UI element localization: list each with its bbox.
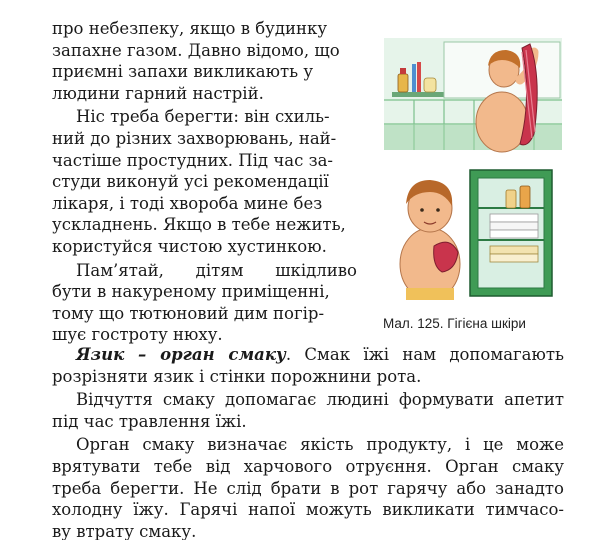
paragraph-taste-care: [52, 434, 564, 540]
text-line: розрізняти язик і стінки порожнини рота.: [52, 366, 422, 386]
text-line: [52, 344, 564, 366]
figure-caption: Мал. 125. Гігієна шкіри: [383, 316, 526, 331]
text-line: користуйся чистою хустинкою.: [52, 236, 327, 256]
text-line: треба берегти. Не слід брати в рот гарячу або занадто: [52, 478, 564, 498]
text-line: студи виконуй усі рекомендації: [52, 172, 329, 192]
text-run: . Смак їжі нам допомагають: [285, 345, 564, 364]
text-line: про небезпеку, якщо в будинку: [52, 19, 328, 38]
paragraph-tongue: [52, 344, 564, 387]
text-line: ву втрату смаку.: [52, 521, 197, 540]
text-line: Відчуття смаку допомагає людині формувати апетит: [76, 390, 564, 410]
text-line: під час травлення їжі.: [52, 411, 247, 431]
bottom-scene: [384, 166, 562, 300]
text-line: запахне газом. Давно відомо, що: [52, 40, 340, 60]
top-scene: [384, 38, 562, 152]
text-line: бути в накуреному приміщенні,: [52, 282, 330, 302]
text-line: приємні запахи викликають у: [52, 62, 314, 82]
skin-hygiene-illustration: [384, 38, 562, 300]
paragraph-taste-appetite: [52, 389, 564, 432]
paragraph-nose-care: [52, 106, 357, 257]
section-term: Язик – орган смаку: [76, 345, 286, 364]
text-line: Пам’ятай, дітям шкідливо: [76, 260, 357, 280]
text-line: лікаря, і тоді хвороба мине без: [52, 193, 323, 213]
text-line: Орган смаку визначає якість продукту, і це може: [76, 435, 564, 455]
text-line: холодну їжу. Гарячі напої можуть викликати тимчасо-: [52, 500, 564, 520]
left-column: [52, 18, 357, 346]
text-line: Ніс треба берегти: він схиль-: [76, 107, 330, 127]
text-line: шує гостроту нюху.: [52, 325, 223, 345]
text-line: ускладнень. Якщо в тебе нежить,: [52, 215, 346, 235]
text-line: людини гарний настрій.: [52, 83, 264, 103]
text-line: врятувати тебе від харчового отруєння. Орган смаку: [52, 456, 564, 476]
text-line: тому що тютюновий дим погір-: [52, 303, 325, 323]
paragraph-smoke: [52, 260, 357, 346]
paragraph-smell: [52, 18, 357, 104]
text-line: ний до різних захворювань, най-: [52, 128, 337, 148]
text-line: частіше простудних. Під час за-: [52, 150, 333, 170]
full-width-text: [52, 344, 564, 540]
